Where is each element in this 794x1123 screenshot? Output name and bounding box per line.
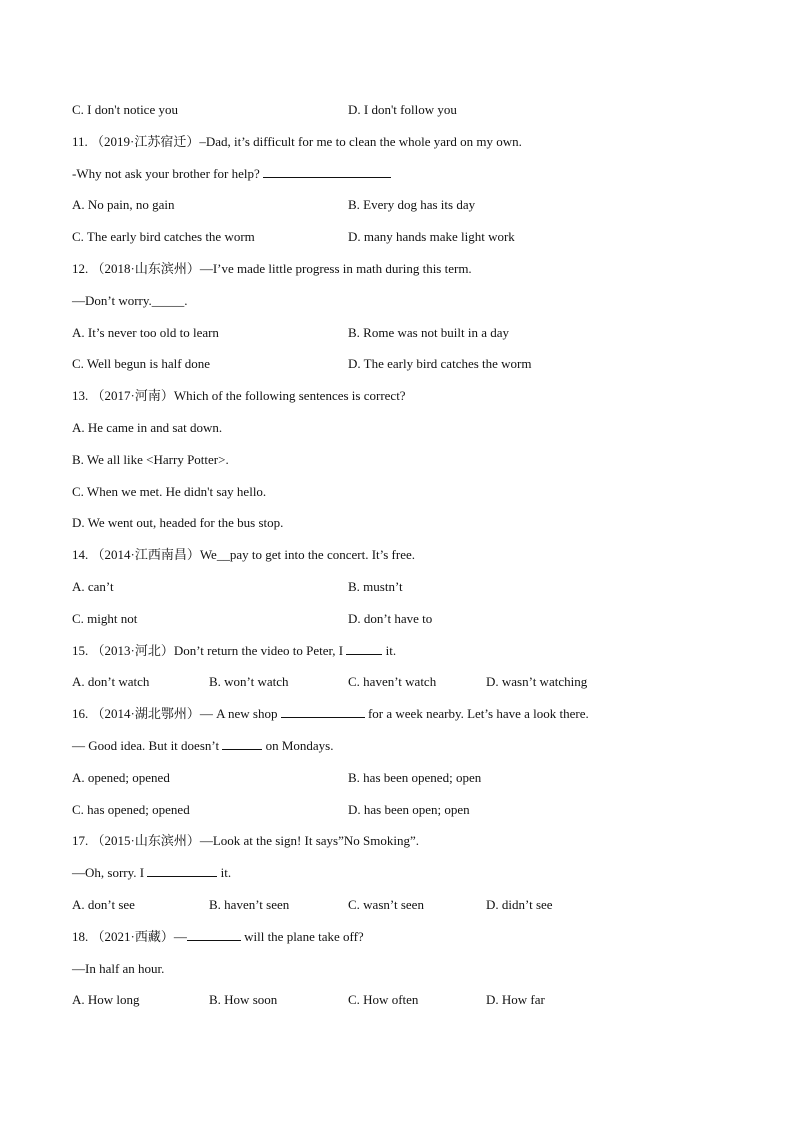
option-d: D. don’t have to (348, 610, 433, 626)
option-c: C. I don't notice you (72, 102, 178, 117)
q12-line2: —Don’t worry._____. (72, 292, 188, 308)
option-c: C. The early bird catches the worm (72, 229, 255, 245)
option-c: C. has opened; opened (72, 801, 190, 817)
q16-stem-after: for a week nearby. Let’s have a look there. (367, 706, 589, 722)
option-a: A. opened; opened (72, 769, 170, 785)
option-a: A. don’t see (72, 896, 135, 912)
q16-line2-after: on Mondays. (265, 737, 334, 753)
q18-line2: —In half an hour. (72, 960, 165, 976)
option-d: D. has been open; open (348, 801, 470, 817)
option-d: D. We went out, headed for the bus stop. (72, 515, 284, 531)
q16-options-cd (72, 801, 722, 833)
answer-blank (222, 737, 262, 750)
q15-options (72, 673, 722, 705)
option-d: D. The early bird catches the worm (348, 356, 532, 372)
q11-line2 (72, 165, 722, 197)
option-b: B. has been opened; open (348, 769, 482, 785)
q14-options-ab (72, 578, 722, 610)
option-a: A. don’t watch (72, 674, 150, 690)
q17-options (72, 896, 722, 928)
q16-stem-before: 16. （2014·湖北鄂州）— A new shop (72, 706, 278, 722)
q17-line2 (72, 864, 722, 896)
option-c: C. How often (348, 992, 419, 1008)
q11-stem: 11. （2019·江苏宿迁）–Dad, it’s difficult for me to clean the whole yard on my own. (72, 133, 522, 149)
option-a: A. How long (72, 992, 140, 1008)
answer-blank (346, 642, 382, 655)
option-b: B. We all like <Harry Potter>. (72, 451, 229, 467)
option-c: C. When we met. He didn't say hello. (72, 483, 267, 499)
q18-stem-before: 18. （2021·西藏）— (72, 928, 187, 944)
q18-options (72, 991, 722, 1023)
q11-options-cd (72, 228, 722, 260)
q10-options (72, 101, 722, 133)
q16-options-ab (72, 769, 722, 801)
option-b: B. Every dog has its day (348, 197, 476, 213)
option-a: A. It’s never too old to learn (72, 324, 219, 340)
answer-blank (147, 864, 217, 877)
option-d: D. didn’t see (486, 896, 553, 912)
option-c: C. Well begun is half done (72, 356, 211, 372)
answer-blank (281, 705, 365, 718)
q16-stem (72, 705, 722, 737)
option-b: B. won’t watch (209, 674, 289, 690)
option-a: A. No pain, no gain (72, 197, 175, 213)
option-a: A. He came in and sat down. (72, 419, 223, 435)
q11-options-ab (72, 196, 722, 228)
q14-stem: 14. （2014·江西南昌）We__pay to get into the concert. It’s free. (72, 547, 416, 563)
q12-stem: 12. （2018·山东滨州）—I’ve made little progress in math during this term. (72, 260, 472, 276)
q18-stem (72, 928, 722, 960)
q15-stem-before: 15. （2013·河北）Don’t return the video to Peter, I (72, 642, 344, 658)
option-b: B. How soon (209, 992, 278, 1008)
q17-line2-before: —Oh, sorry. I (72, 865, 145, 881)
q16-line2 (72, 737, 722, 769)
answer-blank (263, 165, 391, 178)
q18-stem-after: will the plane take off? (244, 928, 364, 944)
option-a: A. can’t (72, 578, 114, 594)
q14-options-cd (72, 610, 722, 642)
option-c: C. wasn’t seen (348, 896, 424, 912)
option-d: D. I don't follow you (348, 102, 457, 117)
option-b: B. haven’t seen (209, 896, 290, 912)
option-d: D. wasn’t watching (486, 674, 588, 690)
option-c: C. haven’t watch (348, 674, 437, 690)
q17-line2-after: it. (220, 865, 232, 881)
q11-line2-text: -Why not ask your brother for help? (72, 165, 260, 181)
q12-options-cd (72, 355, 722, 387)
option-d: D. many hands make light work (348, 229, 515, 245)
option-c: C. might not (72, 610, 138, 626)
answer-blank (187, 928, 241, 941)
q17-stem: 17. （2015·山东滨州）—Look at the sign! It says”No Smoking”. (72, 833, 419, 849)
option-d: D. How far (486, 992, 545, 1008)
q12-options-ab (72, 324, 722, 356)
option-b: B. mustn’t (348, 578, 403, 594)
q15-stem (72, 642, 722, 674)
question-page (72, 101, 722, 1023)
q16-line2-before: — Good idea. But it doesn’t (72, 737, 220, 753)
q13-stem: 13. （2017·河南）Which of the following sentences is correct? (72, 388, 406, 404)
q15-stem-after: it. (385, 642, 397, 658)
option-b: B. Rome was not built in a day (348, 324, 510, 340)
